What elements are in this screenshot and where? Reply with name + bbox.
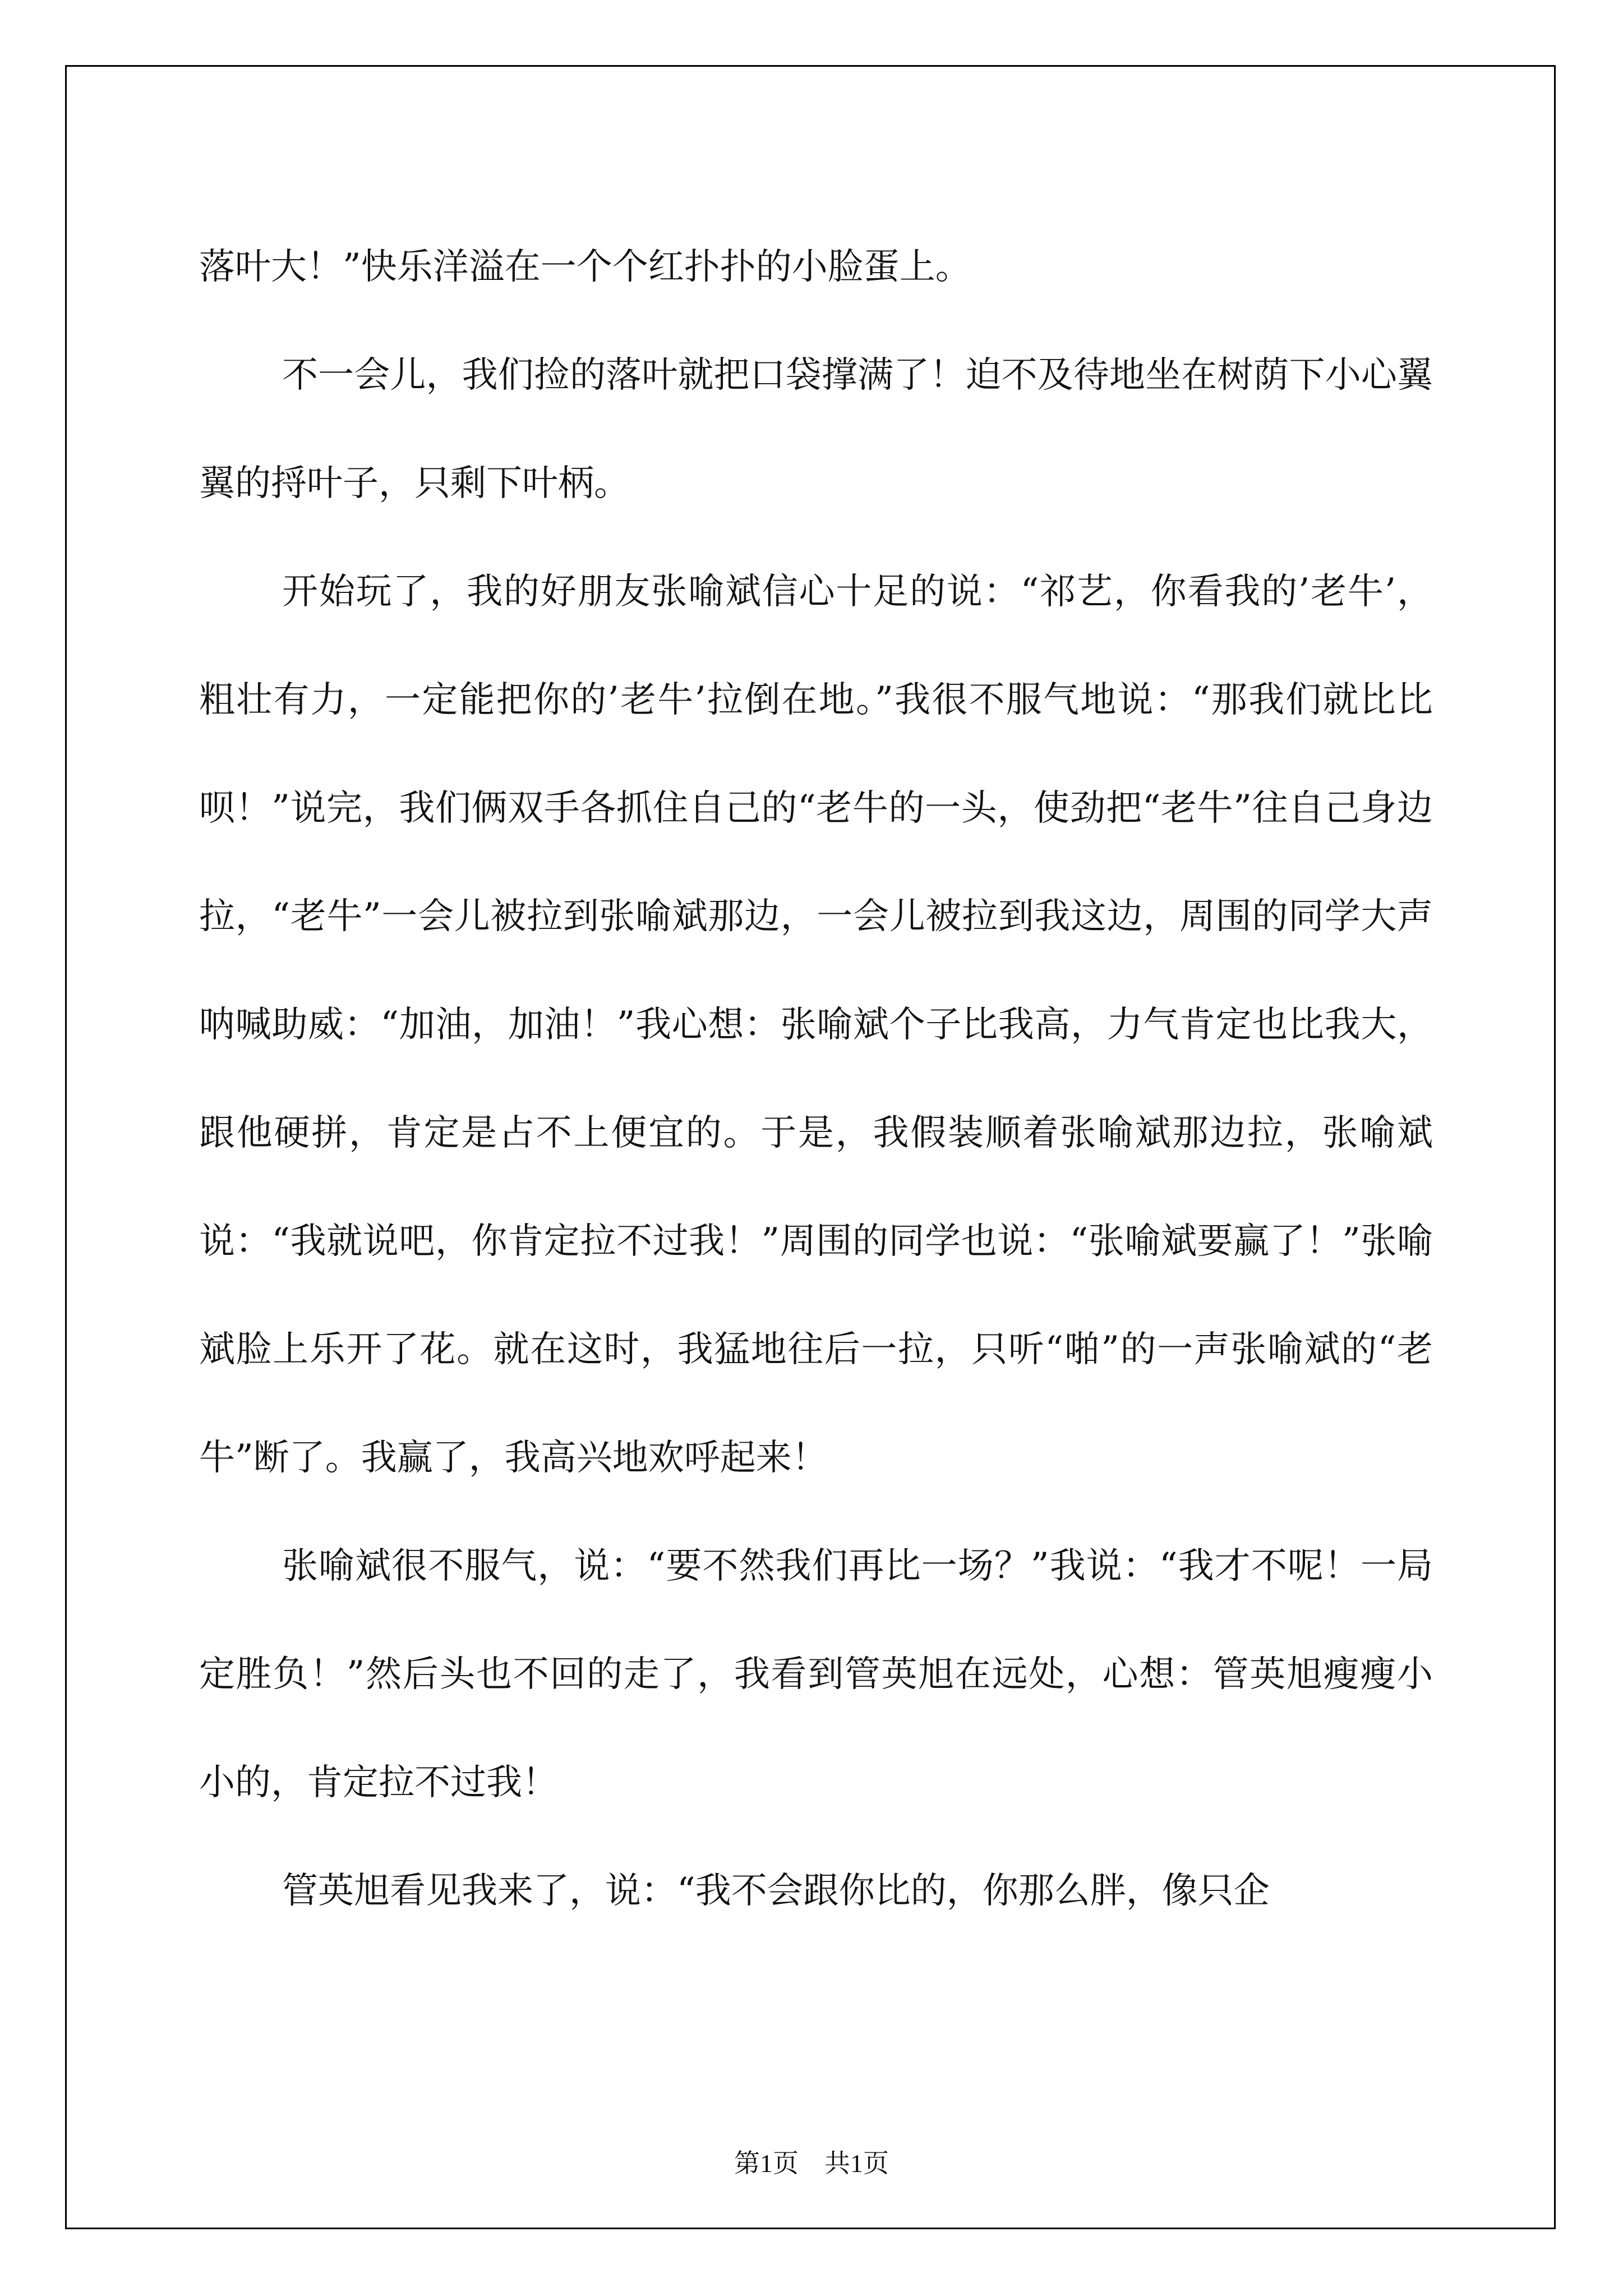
paragraph-5: 管英旭看见我来了，说：“我不会跟你比的，你那么胖，像只企 [282,1870,1270,1912]
paragraph-4: 张喻斌很不服气，说：“要不然我们再比一场？”我说：“我才不呢！一局定胜负！”然后头也不回的走了，我看到管英旭在远处，心想：管英旭瘦瘦小小的，肯定拉不过我！ [199,1545,1433,1803]
page-number-footer: 第1页 共1页 [734,2149,889,2178]
paragraph-1: 落叶大！”快乐洋溢在一个个红扑扑的小脸蛋上。 [199,246,971,288]
paragraph-2: 不一会儿，我们捡的落叶就把口袋撑满了！迫不及待地坐在树荫下小心翼翼的捋叶子，只剩下叶柄。 [199,355,1433,504]
paragraph-3: 开始玩了，我的好朋友张喻斌信心十足的说：“祁艺，你看我的’老牛’，粗壮有力，一定能把你的’老牛’拉倒在地。”我很不服气地说：“那我们就比比呗！”说完，我们俩双手各抓住自己的“老牛的一头，使劲把“老牛”往自己身边拉，“老牛”一会儿被拉到张喻斌那边，一会儿被拉到我这边，周围的同学大声呐喊助威：“加油，加油！”我心想：张喻斌个子比我高，力气肯定也比我大，跟他硬拼，肯定是占不上便宜的。于是，我假装顺着张喻斌那边拉，张喻斌说：“我就说吧，你肯定拉不过我！”周围的同学也说：“张喻斌要赢了！”张喻斌脸上乐开了花。就在这时，我猛地往后一拉，只听“啪”的一声张喻斌的“老牛”断了。我赢了，我高兴地欢呼起来！ [199,571,1433,1479]
document-body [199,213,1433,1945]
